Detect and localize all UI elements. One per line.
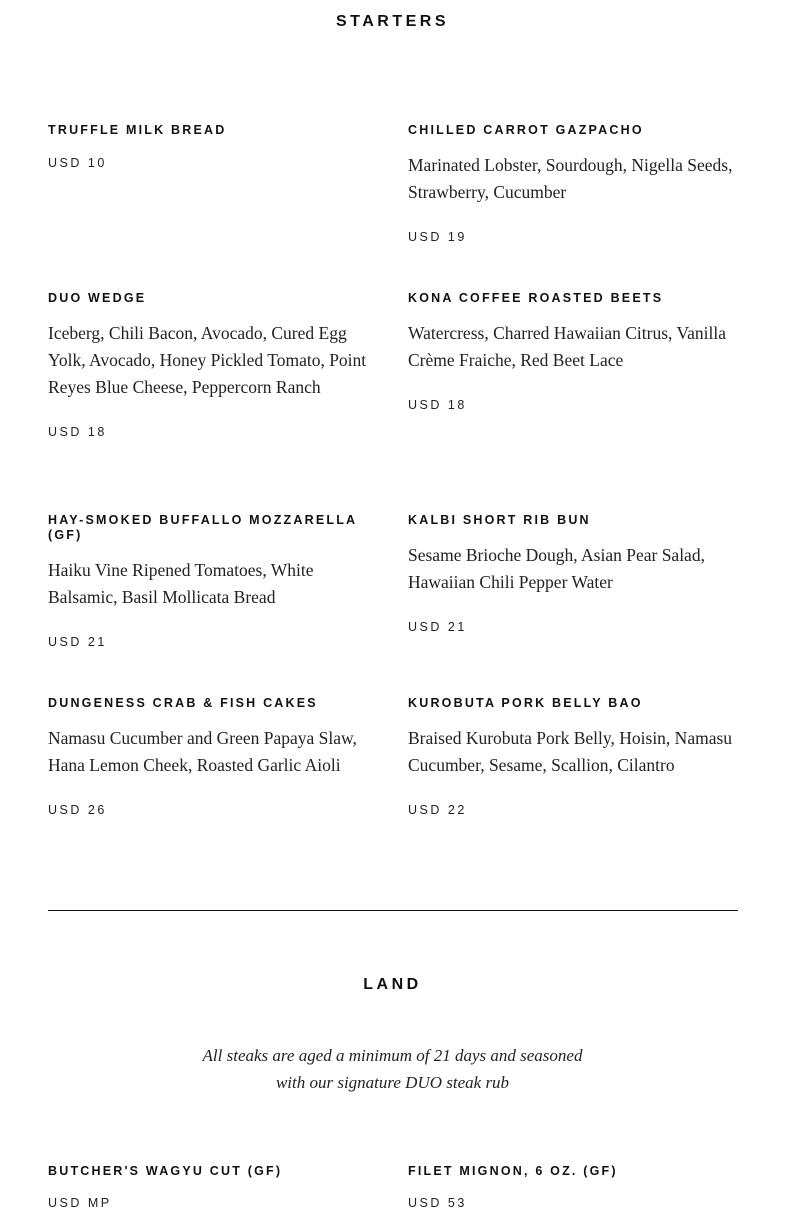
item-name: DUO WEDGE <box>48 291 147 305</box>
menu-item <box>408 513 738 634</box>
menu-item <box>408 291 738 412</box>
item-description: Iceberg, Chili Bacon, Avocado, Cured Egg Yolk, Avocado, Honey Pickled Tomato, Point Reyes Blue Cheese, Peppercorn Ranch <box>48 323 367 397</box>
menu-item <box>408 1164 738 1210</box>
item-price: USD MP <box>48 1196 112 1210</box>
menu-item <box>48 696 378 817</box>
menu-item <box>48 123 378 170</box>
item-description: Haiku Vine Ripened Tomatoes, White Balsamic, Basil Mollicata Bread <box>48 560 314 607</box>
land-note-line: with our signature DUO steak rub <box>275 1073 510 1092</box>
item-description: Sesame Brioche Dough, Asian Pear Salad, Hawaiian Chili Pepper Water <box>408 545 705 592</box>
menu-item <box>48 1164 378 1210</box>
menu-item <box>408 696 738 817</box>
item-price: USD 10 <box>48 156 107 170</box>
item-price: USD 53 <box>408 1196 467 1210</box>
item-name: TRUFFLE MILK BREAD <box>48 123 227 137</box>
item-description: Watercress, Charred Hawaiian Citrus, Vanilla Crème Fraiche, Red Beet Lace <box>408 323 727 370</box>
item-name: DUNGENESS CRAB & FISH CAKES <box>48 696 318 710</box>
item-price: USD 22 <box>408 803 467 817</box>
land-heading: LAND <box>363 976 422 993</box>
item-name: KALBI SHORT RIB BUN <box>408 513 591 527</box>
item-name: CHILLED CARROT GAZPACHO <box>408 123 644 137</box>
menu-item <box>48 513 378 649</box>
item-price: USD 26 <box>48 803 107 817</box>
item-name: HAY-SMOKED BUFFALLO MOZZARELLA (GF) <box>48 513 357 542</box>
item-price: USD 21 <box>48 635 107 649</box>
land-note-line: All steaks are aged a minimum of 21 days and seasoned <box>202 1046 583 1065</box>
item-name: FILET MIGNON, 6 OZ. (GF) <box>408 1164 618 1178</box>
item-name: KUROBUTA PORK BELLY BAO <box>408 696 643 710</box>
menu-item <box>408 123 738 244</box>
item-description: Marinated Lobster, Sourdough, Nigella Seeds, Strawberry, Cucumber <box>408 155 733 202</box>
item-price: USD 18 <box>408 398 467 412</box>
menu-item <box>48 291 378 439</box>
starters-heading: STARTERS <box>335 13 450 30</box>
item-name: KONA COFFEE ROASTED BEETS <box>408 291 664 305</box>
item-description: Namasu Cucumber and Green Papaya Slaw, Hana Lemon Cheek, Roasted Garlic Aioli <box>48 728 357 775</box>
item-price: USD 21 <box>408 620 467 634</box>
item-name: BUTCHER'S WAGYU CUT (GF) <box>48 1164 283 1178</box>
section-divider <box>48 910 738 911</box>
item-price: USD 19 <box>408 230 467 244</box>
item-description: Braised Kurobuta Pork Belly, Hoisin, Namasu Cucumber, Sesame, Scallion, Cilantro <box>408 728 733 775</box>
item-price: USD 18 <box>48 425 107 439</box>
land-note <box>0 1042 785 1096</box>
